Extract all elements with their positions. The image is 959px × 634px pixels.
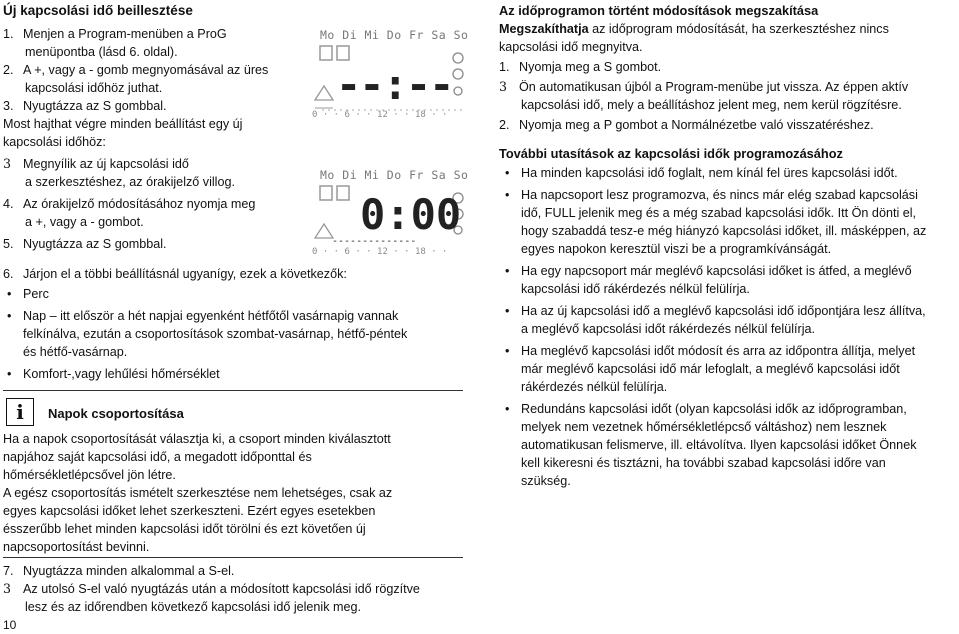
step-5: 5. Nyugtázza az S gombbal. <box>3 237 167 251</box>
step-3: 3. Nyugtázza az S gombbal. <box>3 99 167 113</box>
final-steps: 7. Nyugtázza minden alkalommal a S-el. 3 Az utolsó S-el való nyugtázás után a módosított kapcsolási idő rögzítve lesz és az időrendben következő kapcsolási idő jelenik meg. <box>3 562 473 616</box>
step-2: 2. A +, vagy a - gomb megnyomásával az üres <box>3 63 269 77</box>
time-readout: 0:00 <box>360 190 462 239</box>
list-item: • Ha az új kapcsolási idő a meglévő kapcsolási idő időpontjára lesz állítva, <box>499 302 955 320</box>
step-6-block: 6. Járjon el a többi beállításnál ugyanígy, ezek a következők: • Perc • Nap – itt először a hét napjai egyenként hétfőtől vasárnapig vannak felkínálva, ezután a csoportosítások szombat-vasárnap, hétfő-péntek és hétfő-vasárnap. • Komfort-,vagy lehűlési hőmérséklet <box>3 265 463 383</box>
list-item: • Ha egy napcsoport már meglévő kapcsolási időket is átfed, a meglévő <box>499 262 955 280</box>
weekday-labels: Mo Di Mi Do Fr Sa So <box>320 168 469 182</box>
cancel-step-1: 1. Nyomja meg a S gombot. <box>499 60 662 74</box>
info-icon: i <box>6 398 34 426</box>
list-item: • Redundáns kapcsolási időt (olyan kapcsolási idők az időprogramban, <box>499 400 955 418</box>
section-heading-new-time: Új kapcsolási idő beillesztése <box>3 3 193 18</box>
step-4: 4. Az órakijelző módosításához nyomja meg <box>3 197 256 211</box>
time-readout: --:-- <box>336 60 453 109</box>
result-note: 3 Megnyílik az új kapcsolási idő <box>3 156 189 171</box>
segment-bar: -------------- <box>332 236 417 247</box>
steps-list: 1. Menjen a Program-menüben a ProG menüpontba (lásd 6. oldal). 2. A +, vagy a - gomb megnyomásával az üres kapcsolási időhöz juthat. 3. Nyugtázza az S gombbal. Most hajthat végre minden beállítást egy új kapcsolási időhöz: 3 Megnyílik az új kapcsolási idő a szerkesztéshez, az órakijelző villog. 4. Az órakijelző módosításához nyomja meg a +, vagy a - gombot. 5. Nyugtázza az S gombbal. <box>3 25 303 253</box>
list-item: • Ha napcsoport lesz programozva, és nincs már elég szabad kapcsolási <box>499 186 955 204</box>
step-7: 7. Nyugtázza minden alkalommal a S-el. <box>3 564 235 578</box>
cancel-intro: Megszakíthatja az időprogram módosítását, ha szerkesztéshez nincs <box>499 22 889 36</box>
info-bottom-rule <box>3 557 463 558</box>
hour-scale: 0 · · 6 · · 12 · · 18 · · <box>312 110 448 120</box>
final-note: 3 Az utolsó S-el való nyugtázás után a módosított kapcsolási idő rögzítve <box>3 581 420 596</box>
intro-line-2: kapcsolási időhöz: <box>3 135 106 149</box>
weekday-labels: Mo Di Mi Do Fr Sa So <box>320 28 469 42</box>
list-item: • Ha meglévő kapcsolási időt módosít és arra az időpontra állítja, melyet <box>499 342 955 360</box>
step-1: 1. Menjen a Program-menüben a ProG <box>3 27 227 41</box>
list-item: • Ha minden kapcsolási idő foglalt, nem kínál fel üres kapcsolási időt. <box>499 164 955 182</box>
cancel-result: 3 Ön automatikusan újból a Program-menübe jut vissza. Az éppen aktív <box>499 79 909 94</box>
checkmark-icon: 3 <box>3 581 12 596</box>
section-heading-cancel: Az időprogramon történt módosítások megszakítása <box>499 3 819 18</box>
list-item: • Komfort-,vagy lehűlési hőmérséklet <box>3 365 463 383</box>
intro-line-1: Most hajthat végre minden beállítást egy új <box>3 117 243 131</box>
right-column: Az időprogramon történt módosítások megszakítása Megszakíthatja az időprogram módosítását, ha szerkesztéshez nincs kapcsolási idő megnyitva. 1. Nyomja meg a S gombot. 3 Ön automatikusan újból a Program-menübe jut vissza. Az éppen aktív kapcsolási idő, mely a beállításhoz jelent meg, nem kerül rögzítésre. 2. Nyomja meg a P gombot a Normálnézetbe való visszatéréshez. További utasítások az kapcsolási idők programozásához • Ha minden kapcsolási idő foglalt, nem kínál fel üres kapcsolási időt. • Ha napcsoport lesz programozva, és nincs már elég szabad kapcsolási idő, FULL jelenik meg és a még szabad kapcsolási idők. Itt Ön dönti el, hogy szabaddá tesz-e még hiányzó kapcsolási időket, ill. másképpen, az egyes napokon keresztül viszi be a programkívánságát. • Ha egy napcsoport már meglévő kapcsolási időket is átfed, a meglévő kapcsolási idő rákérdezés nélkül felülírja. • Ha az új kapcsolási idő a meglévő kapcsolási idő időpontjára lesz állítva, a meglévő kapcsolási időt rákérdezés nélkül felülírja. • Ha meglévő kapcsolási időt módosít és arra az időpontra állítja, melyet már meglévő kapcsolási idő már lefoglalt, a meglévő kapcsolási időt rákérdezés nélkül felülírja. • Redundáns kapcsolási időt (olyan kapcsolási idők az időprogramban, melyek nem vezetnek hőmérsékletlépcső váltáshoz) nem lesznek automatikusan felismerve, ill. eltávolítva. Ilyen kapcsolási időket Önnek kell kikeresni és tisztázni, ha további szabad kapcsolási időre van szükség. <box>499 3 955 490</box>
lcd-display-empty <box>312 28 472 123</box>
info-title: Napok csoportosítása <box>48 406 184 421</box>
hour-scale: 0 · · 6 · · 12 · · 18 · · <box>312 247 448 257</box>
step-6: 6. Járjon el a többi beállításnál ugyanígy, ezek a következők: <box>3 267 347 281</box>
section-heading-further: További utasítások az kapcsolási idők programozásához <box>499 146 843 161</box>
page-number: 10 <box>3 618 17 632</box>
cancel-step-2: 2. Nyomja meg a P gombot a Normálnézetbe való visszatéréshez. <box>499 118 874 132</box>
checkmark-icon: 3 <box>3 156 12 171</box>
list-item: • Nap – itt először a hét napjai egyenként hétfőtől vasárnapig vannak <box>3 307 463 325</box>
info-top-rule <box>3 390 463 391</box>
info-body: Ha a napok csoportosítását választja ki, a csoport minden kiválasztott napjához saját kapcsolási idő, a megadott időponttal és hőmérsékletlépcsővel jön létre. A egész csoportosítás ismételt szerkesztése nem lehetséges, csak az egyes kapcsolási időket lehet szerkeszteni. Ezért egyes esetekben ésszerűbb lehet minden kapcsolási időt törölni és ezt követően új napcsoportosítást bevinni. <box>3 432 393 554</box>
list-item: • Perc <box>3 285 463 303</box>
lcd-display-zero <box>312 168 472 260</box>
checkmark-icon: 3 <box>499 79 508 94</box>
